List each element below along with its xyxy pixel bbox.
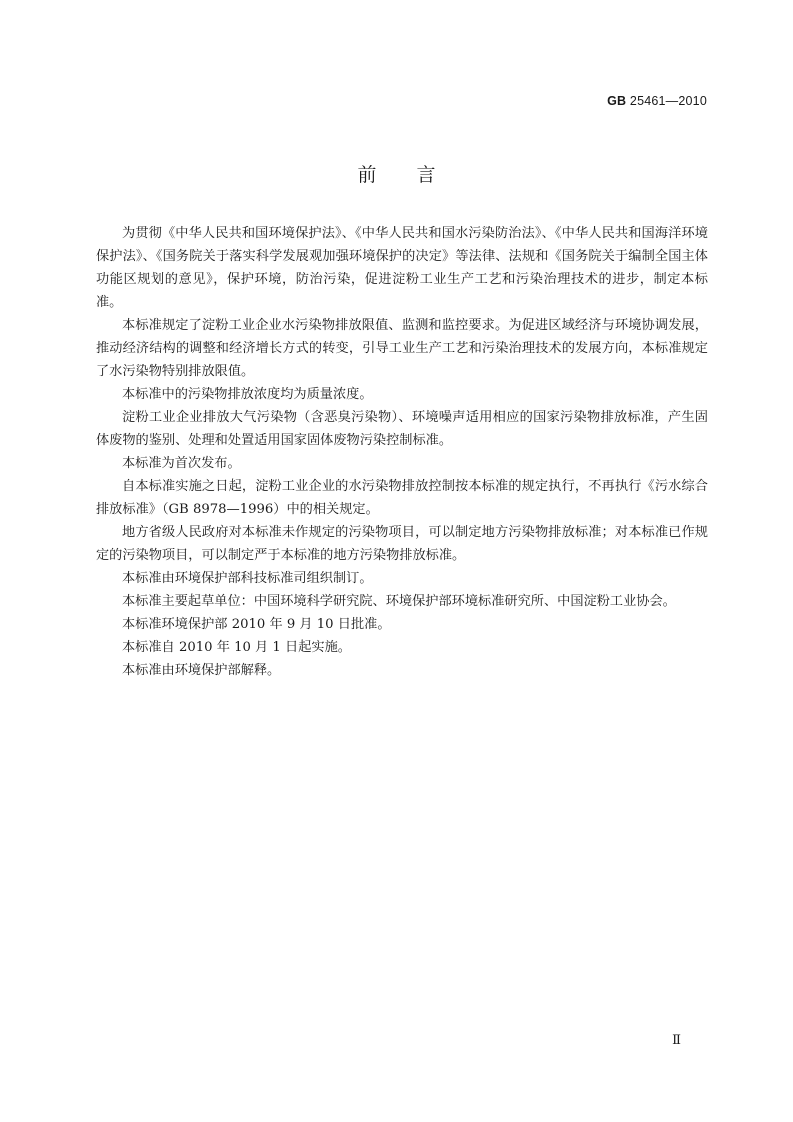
standard-code-number: 25461—2010 (629, 94, 707, 108)
paragraph-2: 本标准规定了淀粉工业企业水污染物排放限值、监测和监控要求。为促进区域经济与环境协调发展，推动经济结构的调整和经济增长方式的转变，引导工业生产工艺和污染治理技术的发展方向，本标准规定了水污染物特别排放限值。 (96, 318, 708, 379)
paragraph-1: 为贯彻《中华人民共和国环境保护法》、《中华人民共和国水污染防治法》、《中华人民共和国海洋环境保护法》、《国务院关于落实科学发展观加强环境保护的决定》等法律、法规和《国务院关于编制全国主体功能区规划的意见》，保护环境，防治污染，促进淀粉工业生产工艺和污染治理技术的进步，制定本标准。 (96, 226, 708, 310)
paragraph-6: 自本标准实施之日起，淀粉工业企业的水污染物排放控制按本标准的规定执行，不再执行《污水综合排放标准》（GB 8978—1996）中的相关规定。 (96, 479, 708, 517)
paragraph-7: 地方省级人民政府对本标准未作规定的污染物项目，可以制定地方污染物排放标准；对本标准已作规定的污染物项目，可以制定严于本标准的地方污染物排放标准。 (96, 525, 708, 563)
paragraph-10: 本标准环境保护部 2010 年 9 月 10 日批准。 (122, 617, 391, 632)
paragraph-3: 本标准中的污染物排放浓度均为质量浓度。 (122, 387, 373, 402)
paragraph-5: 本标准为首次发布。 (122, 456, 241, 471)
paragraph-11: 本标准自 2010 年 10 月 1 日起实施。 (122, 640, 351, 655)
paragraph-9: 本标准主要起草单位：中国环境科学研究院、环境保护部环境标准研究所、中国淀粉工业协会。 (122, 594, 676, 609)
page-number: Ⅱ (672, 1032, 681, 1047)
page-title: 前言 (357, 164, 476, 186)
paragraph-8: 本标准由环境保护部科技标准司组织制订。 (122, 571, 373, 586)
paragraph-4: 淀粉工业企业排放大气污染物（含恶臭污染物）、环境噪声适用相应的国家污染物排放标准，产生固体废物的鉴别、处理和处置适用国家固体废物污染控制标准。 (96, 410, 708, 448)
standard-code-prefix: GB (607, 94, 627, 108)
standard-code (607, 94, 707, 108)
paragraph-12: 本标准由环境保护部解释。 (122, 663, 281, 678)
foreword-body (96, 222, 708, 682)
